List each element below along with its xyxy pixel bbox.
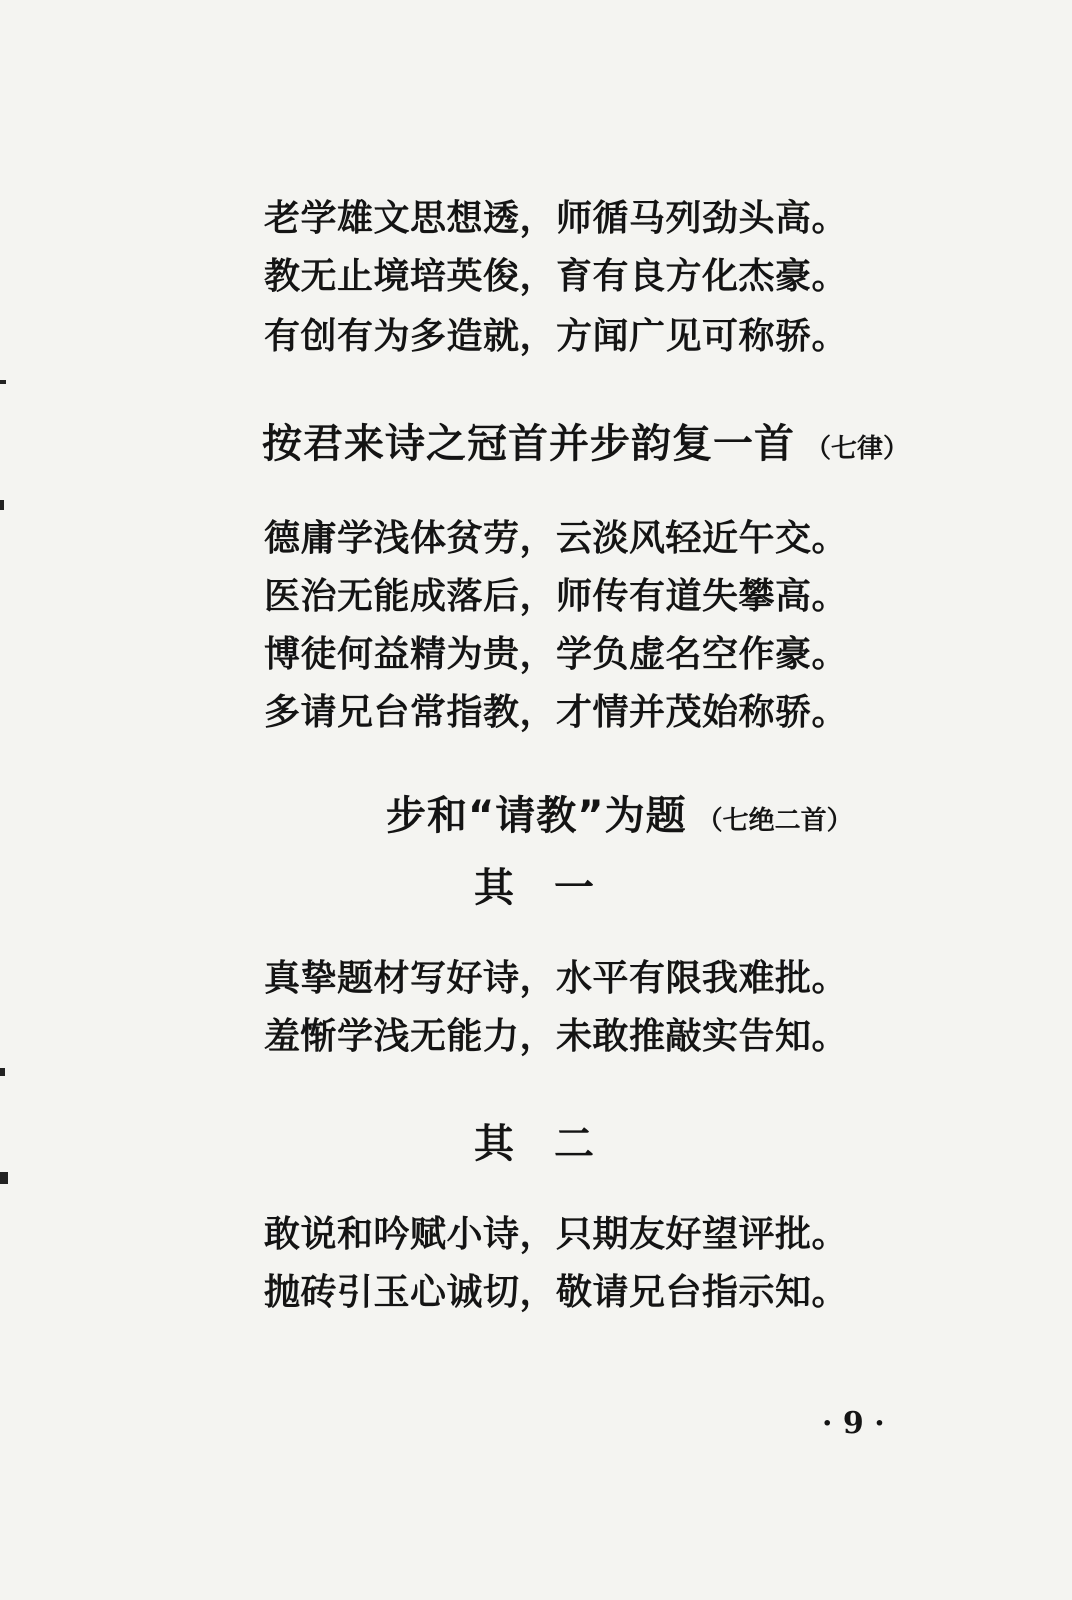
poem-qingjiao-second-heading: 其 二 (474, 1121, 594, 1167)
poem-reply-title: 按君来诗之冠首并步韵复一首 (262, 421, 795, 467)
scan-speck (0, 1172, 8, 1184)
poem-intro-line-1: 老学雄文思想透，师循马列劲头高。 (264, 197, 849, 239)
poem-qingjiao-note: （七绝二首） (696, 806, 853, 836)
poem-reply-line-4: 多请兄台常指教，才情并茂始称骄。 (264, 691, 849, 733)
scan-speck (0, 1068, 5, 1076)
poem-qingjiao-first-line-1: 真挚题材写好诗，水平有限我难批。 (264, 957, 849, 999)
scan-speck (0, 500, 4, 510)
poem-qingjiao-title: 步和“请教”为题 (386, 793, 687, 839)
poem-reply-line-2: 医治无能成落后，师传有道失攀高。 (264, 575, 849, 617)
poem-reply-note: （七律） (805, 434, 910, 464)
poem-qingjiao-second-line-1: 敢说和吟赋小诗，只期友好望评批。 (264, 1213, 849, 1255)
poem-reply-heading (262, 412, 909, 469)
scan-speck (0, 380, 6, 384)
poem-qingjiao-heading (386, 784, 853, 841)
poem-reply-line-1: 德庸学浅体贫劳，云淡风轻近午交。 (264, 517, 849, 559)
poem-qingjiao-first-heading: 其 一 (474, 865, 594, 911)
poem-qingjiao-first-line-2: 羞惭学浅无能力，未敢推敲实告知。 (264, 1015, 849, 1057)
page-number: · 9 · (822, 1406, 885, 1441)
poem-reply-line-3: 博徒何益精为贵，学负虚名空作豪。 (264, 633, 849, 675)
poem-intro-line-3: 有创有为多造就，方闻广见可称骄。 (264, 315, 849, 357)
poem-qingjiao-second-line-2: 抛砖引玉心诚切，敬请兄台指示知。 (264, 1271, 849, 1313)
poem-intro-line-2: 教无止境培英俊，育有良方化杰豪。 (264, 255, 849, 297)
